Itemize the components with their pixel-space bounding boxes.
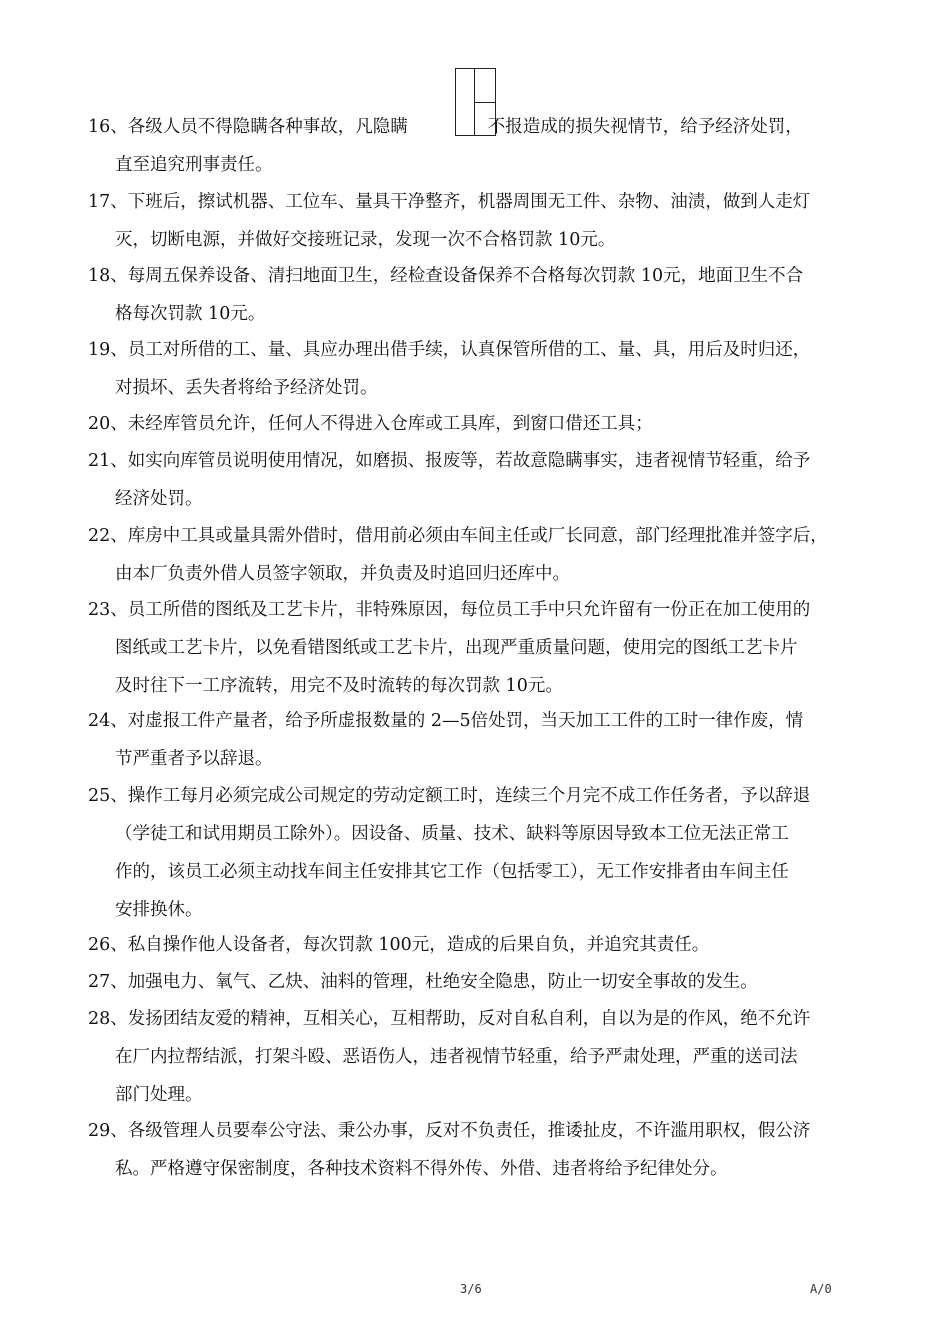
list-item-18 [88,257,873,333]
item-text: 操作工每月必须完成公司规定的劳动定额工时，连续三个月完不成工作任务者，予以辞退 [127,786,811,806]
item-number: 19、 [88,340,128,360]
list-item-21 [88,442,873,518]
item-number: 22、 [88,526,128,546]
revision-label: A/0 [810,1282,832,1296]
page-number: 3/6 [460,1282,482,1296]
list-item-23 [88,591,873,705]
item-continuation: （学徒工和试用期员工除外）。因设备、质量、技术、缺料等原因导致本工位无法正常工 [115,824,789,844]
item-continuation: 经济处罚。 [115,489,203,509]
item-number: 27、 [88,972,128,992]
item-text: 加强电力、氧气、乙炔、油料的管理，杜绝安全隐患，防止一切安全事故的发生。 [127,972,758,992]
item-text: 如实向库管员说明使用情况，如磨损、报废等，若故意隐瞒事实，违者视情节轻重，给予 [127,451,811,471]
list-item-24 [88,702,873,778]
list-item-17 [88,183,873,259]
item-text: 员工所借的图纸及工艺卡片，非特殊原因，每位员工手中只允许留有一份正在加工使用的 [127,600,811,620]
item-continuation: 及时往下一工序流转，用完不及时流转的每次罚款 10元。 [115,676,563,696]
item-text-b: 不报造成的损失视情节，给予经济处罚， [487,117,803,137]
item-number: 29、 [88,1121,128,1141]
item-number: 24、 [88,711,128,731]
item-number: 21、 [88,451,128,471]
item-continuation: 节严重者予以辞退。 [115,749,273,769]
item-continuation: 作的，该员工必须主动找车间主任安排其它工作（包括零工），无工作安排者由车间主任 [115,862,789,882]
item-number: 18、 [88,266,128,286]
list-item-26 [88,926,873,964]
item-continuation: 直至追究刑事责任。 [115,155,273,175]
list-item-27 [88,963,873,1001]
item-continuation: 在厂内拉帮结派，打架斗殴、恶语伤人，违者视情节轻重，给予严肃处理，严重的送司法 [115,1047,798,1067]
item-text: 私自操作他人设备者，每次罚款 100元，造成的后果自负，并追究其责任。 [127,935,710,955]
item-text: 库房中工具或量具需外借时，借用前必须由车间主任或厂长同意，部门经理批准并签字后， [127,526,828,546]
item-number: 16、 [88,117,128,137]
item-number: 28、 [88,1009,128,1029]
list-item-25 [88,777,873,929]
item-continuation: 由本厂负责外借人员签字领取，并负责及时追回归还库中。 [115,564,570,584]
item-text-a: 各级人员不得隐瞒各种事故，凡隐瞒 [127,117,408,137]
item-text: 对虚报工件产量者，给予所虚报数量的 2—5倍处罚，当天加工工件的工时一律作废，情 [127,711,804,731]
item-continuation: 格每次罚款 10元。 [115,304,266,324]
item-number: 26、 [88,935,128,955]
list-item-28 [88,1000,873,1114]
list-item-19 [88,331,873,407]
item-number: 23、 [88,600,128,620]
item-text: 员工对所借的工、量、具应办理出借手续，认真保管所借的工、量、具，用后及时归还， [127,340,811,360]
item-continuation: 安排换休。 [115,900,203,920]
item-number: 25、 [88,786,128,806]
item-number: 20、 [88,414,128,434]
item-continuation: 灭，切断电源，并做好交接班记录，发现一次不合格罚款 10元。 [115,230,616,250]
list-item-22 [88,517,873,593]
item-text: 发扬团结友爱的精神，互相关心，互相帮助，反对自私自利，自以为是的作风，绝不允许 [127,1009,811,1029]
item-continuation: 对损坏、丢失者将给予经济处罚。 [115,378,378,398]
item-number: 17、 [88,192,128,212]
list-item-29 [88,1112,873,1188]
item-text: 各级管理人员要奉公守法、秉公办事，反对不负责任，推诿扯皮，不许滥用职权，假公济 [127,1121,811,1141]
item-continuation: 私。严格遵守保密制度，各种技术资料不得外传、外借、违者将给予纪律处分。 [115,1159,728,1179]
list-item-16 [88,108,873,184]
item-text: 每周五保养设备、清扫地面卫生，经检查设备保养不合格每次罚款 10元，地面卫生不合 [127,266,804,286]
list-item-20 [88,405,873,443]
item-continuation: 图纸或工艺卡片，以免看错图纸或工艺卡片，出现严重质量问题，使用完的图纸工艺卡片 [115,638,798,658]
item-text: 下班后，擦试机器、工位车、量具干净整齐，机器周围无工件、杂物、油渍，做到人走灯 [127,192,811,212]
item-continuation: 部门处理。 [115,1085,203,1105]
item-text: 未经库管员允许，任何人不得进入仓库或工具库，到窗口借还工具； [127,414,653,434]
